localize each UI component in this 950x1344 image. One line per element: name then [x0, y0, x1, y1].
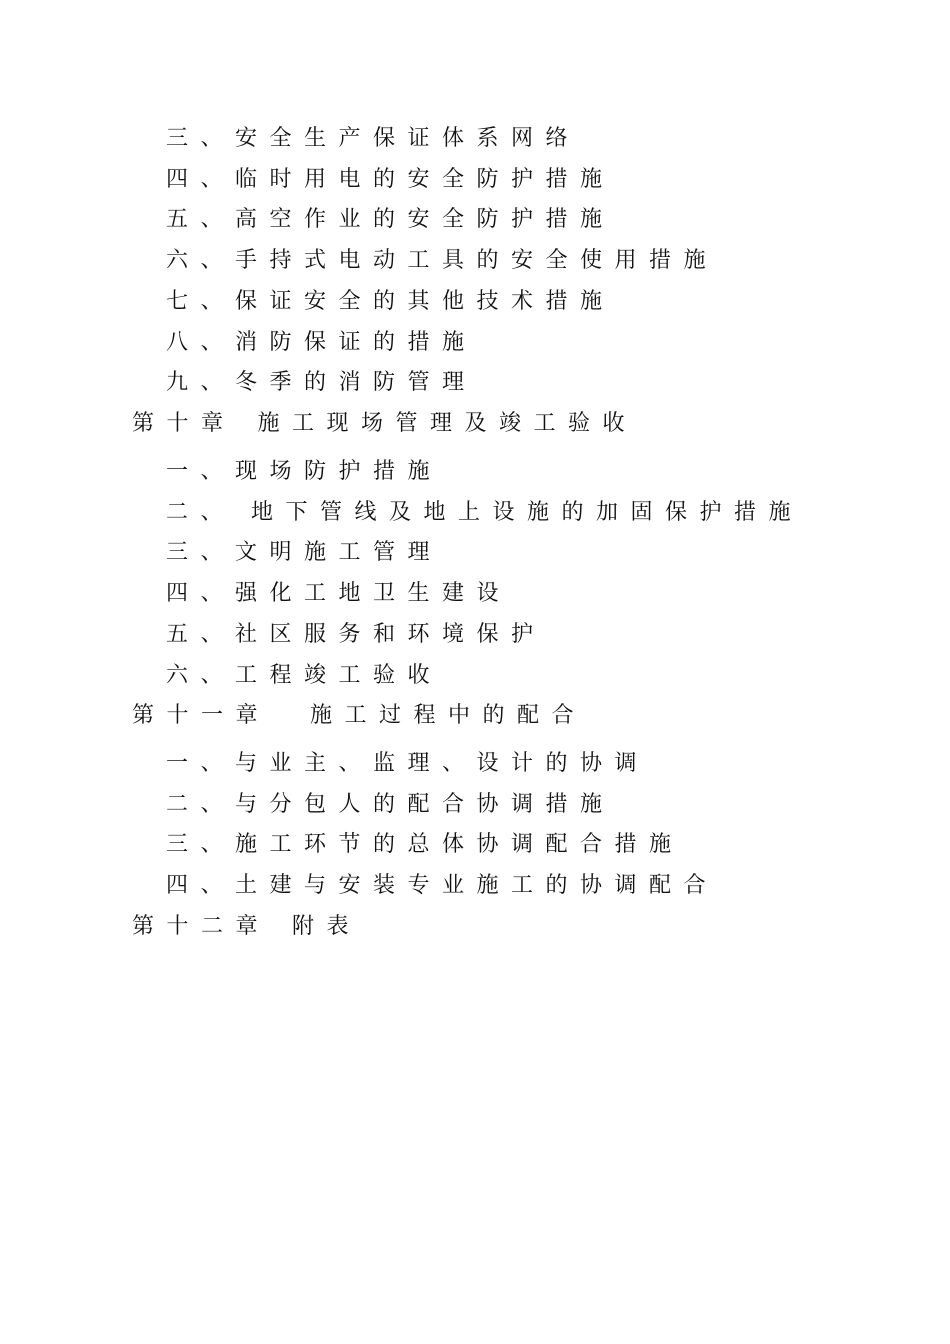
toc-item [166, 247, 718, 275]
toc-item-title: 消防保证的措施 [235, 330, 477, 355]
chapter-title: 附表 [292, 914, 362, 939]
toc-item [166, 539, 442, 567]
chapter-heading [132, 702, 586, 730]
toc-item-title: 冬季的消防管理 [235, 370, 477, 395]
toc-item-title: 安全生产保证体系网络 [235, 126, 581, 151]
toc-item-title: 临时用电的安全防护措施 [235, 167, 615, 192]
toc-item-number: 三、 [166, 540, 236, 565]
toc-item [166, 750, 649, 778]
toc-item [166, 499, 803, 527]
toc-item-title: 高空作业的安全防护措施 [235, 207, 615, 232]
toc-item-number: 一、 [166, 751, 236, 776]
toc-item [166, 206, 615, 234]
chapter-label: 第十章 [132, 411, 236, 436]
toc-item-title: 手持式电动工具的安全使用措施 [235, 248, 719, 273]
toc-item-number: 五、 [166, 207, 236, 232]
toc-item-title: 现场防护措施 [235, 459, 443, 484]
chapter-title: 施工过程中的配合 [310, 703, 587, 728]
toc-item-title: 社区服务和环境保护 [235, 622, 546, 647]
toc-item [166, 791, 615, 819]
toc-item-number: 八、 [166, 330, 236, 355]
toc-item-number: 九、 [166, 370, 236, 395]
toc-item-number: 二、 [166, 500, 236, 525]
toc-item-title: 强化工地卫生建设 [235, 581, 512, 606]
chapter-title: 施工现场管理及竣工验收 [257, 411, 638, 436]
toc-item [166, 621, 546, 649]
toc-item [166, 369, 477, 397]
toc-item [166, 125, 580, 153]
toc-item [166, 662, 442, 690]
toc-item [166, 166, 615, 194]
chapter-label: 第十一章 [132, 703, 271, 728]
toc-item-title: 土建与安装专业施工的协调配合 [235, 873, 719, 898]
toc-item-title: 与业主、监理、设计的协调 [235, 751, 650, 776]
toc-item-number: 四、 [166, 167, 236, 192]
chapter-label: 第十二章 [132, 914, 271, 939]
toc-item [166, 831, 684, 859]
toc-item-title: 保证安全的其他技术措施 [235, 289, 615, 314]
toc-item-title: 文明施工管理 [235, 540, 443, 565]
toc-item-number: 三、 [166, 832, 236, 857]
toc-item-number: 三、 [166, 126, 236, 151]
toc-item-title: 施工环节的总体协调配合措施 [235, 832, 684, 857]
toc-item [166, 458, 442, 486]
toc-item [166, 288, 615, 316]
toc-item-number: 六、 [166, 248, 236, 273]
toc-item [166, 872, 718, 900]
toc-item-number: 七、 [166, 289, 236, 314]
toc-item-number: 四、 [166, 873, 236, 898]
toc-item-number: 四、 [166, 581, 236, 606]
toc-item-number: 六、 [166, 663, 236, 688]
toc-item-number: 二、 [166, 792, 236, 817]
toc-item-number: 一、 [166, 459, 236, 484]
toc-item-title: 与分包人的配合协调措施 [235, 792, 615, 817]
chapter-heading [132, 410, 637, 438]
toc-item [166, 580, 511, 608]
chapter-heading [132, 913, 361, 941]
toc-item [166, 329, 477, 357]
toc-item-number: 五、 [166, 622, 236, 647]
toc-item-title: 工程竣工验收 [235, 663, 443, 688]
toc-item-title: 地下管线及地上设施的加固保护措施 [251, 500, 804, 525]
